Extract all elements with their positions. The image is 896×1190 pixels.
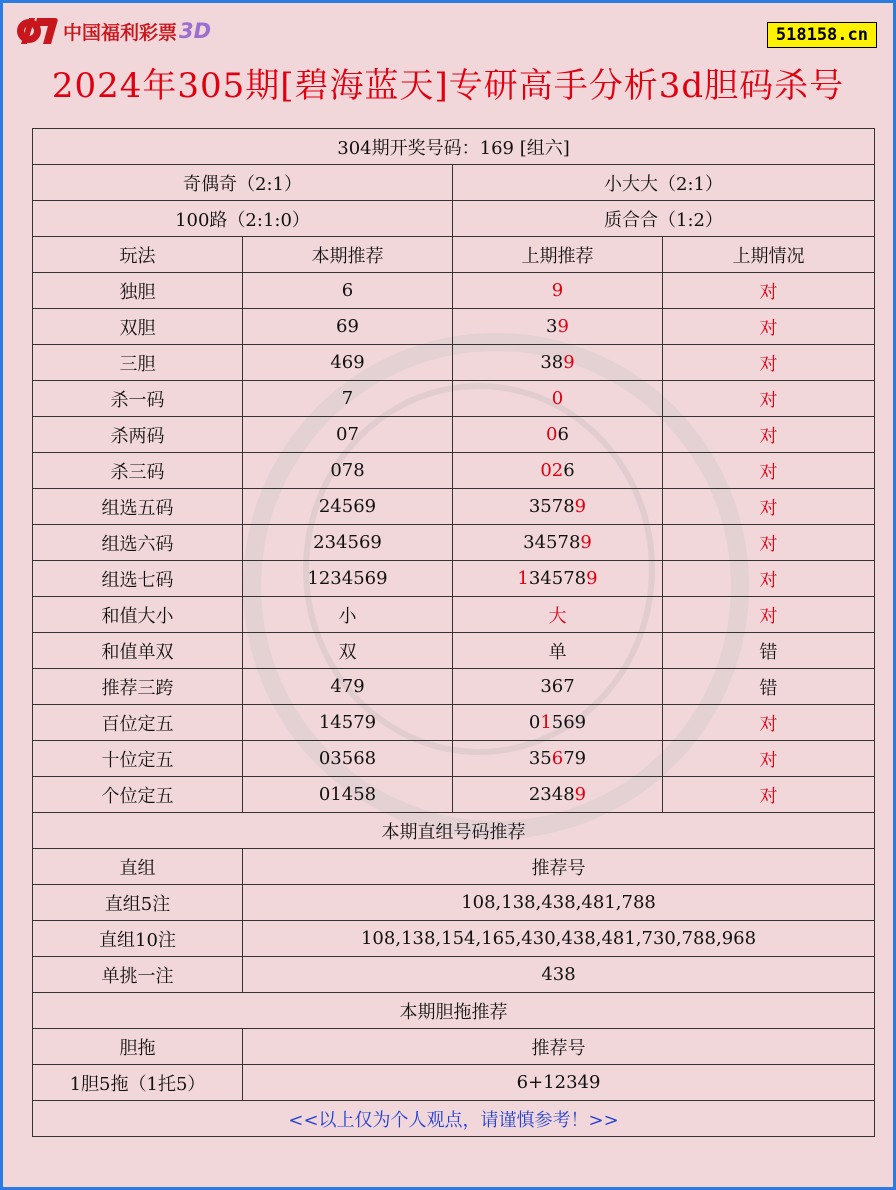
play-type: 三胆 [33,345,243,381]
recommendation-row [33,957,875,993]
current-recommendation: 03568 [243,741,453,777]
play-type: 组选六码 [33,525,243,561]
previous-recommendation [453,309,663,345]
previous-recommendation [453,741,663,777]
play-type: 杀三码 [33,453,243,489]
previous-recommendation [453,525,663,561]
site-badge[interactable]: 518158.cn [767,22,877,48]
column-header: 玩法 [33,237,243,273]
table-row [33,777,875,813]
recommendation-value: 108,138,438,481,788 [243,885,875,921]
recommendation-row [33,921,875,957]
recommendation-value: 108,138,154,165,430,438,481,730,788,968 [243,921,875,957]
current-recommendation: 07 [243,417,453,453]
previous-result: 对 [663,345,875,381]
previous-result: 错 [663,669,875,705]
draw-result: 304期开奖号码：169 [组六] [33,129,875,165]
previous-digits: 02 [540,460,564,481]
table-row [33,345,875,381]
play-type: 百位定五 [33,705,243,741]
previous-recommendation [453,669,663,705]
table-header-row [33,237,875,273]
recommendation-label: 直组5注 [33,885,243,921]
table-row [33,489,875,525]
previous-result: 对 [663,309,875,345]
previous-digits: 9 [563,352,575,373]
table-row [33,705,875,741]
previous-digits: 79 [563,748,587,769]
table-row [33,525,875,561]
play-type: 和值大小 [33,597,243,633]
previous-digits: 3578 [528,496,575,517]
play-type: 双胆 [33,309,243,345]
previous-digits: 单 [548,641,567,663]
current-recommendation: 7 [243,381,453,417]
play-type: 推荐三跨 [33,669,243,705]
summary-row-1 [33,165,875,201]
previous-digits: 0 [528,712,541,733]
current-recommendation: 234569 [243,525,453,561]
brand-3d-label: 3D [179,19,212,43]
table-row [33,633,875,669]
previous-recommendation [453,705,663,741]
draw-row [33,129,875,165]
previous-digits: 大 [548,605,567,627]
previous-recommendation [453,633,663,669]
previous-recommendation [453,597,663,633]
previous-recommendation [453,417,663,453]
footer-row [33,1101,875,1137]
play-type: 个位定五 [33,777,243,813]
table-row [33,561,875,597]
section-title-row [33,813,875,849]
previous-recommendation [453,777,663,813]
play-type: 组选七码 [33,561,243,597]
previous-digits: 9 [557,316,569,337]
table-row [33,669,875,705]
previous-digits: 2348 [528,784,575,805]
play-type: 十位定五 [33,741,243,777]
previous-result: 对 [663,525,875,561]
previous-digits: 6 [563,460,575,481]
section-header-row [33,1029,875,1065]
current-recommendation: 14579 [243,705,453,741]
play-type: 组选五码 [33,489,243,525]
previous-digits: 3 [546,316,558,337]
previous-result: 对 [663,705,875,741]
previous-digits: 9 [574,784,587,805]
previous-result: 错 [663,633,875,669]
previous-digits: 38 [540,352,564,373]
previous-digits: 9 [586,568,598,589]
table-row [33,273,875,309]
previous-result: 对 [663,597,875,633]
current-recommendation: 01458 [243,777,453,813]
previous-digits: 35 [528,748,552,769]
previous-result: 对 [663,741,875,777]
prime-pattern: 质合合（1:2） [453,201,875,237]
previous-digits: 569 [551,712,587,733]
previous-digits: 34578 [528,568,587,589]
column-header: 本期推荐 [243,237,453,273]
recommendation-value: 438 [243,957,875,993]
previous-result: 对 [663,561,875,597]
column-header: 上期推荐 [453,237,663,273]
current-recommendation: 小 [243,597,453,633]
previous-result: 对 [663,489,875,525]
table-row [33,741,875,777]
previous-result: 对 [663,381,875,417]
previous-recommendation [453,381,663,417]
recommendation-row [33,1065,875,1101]
previous-digits: 367 [540,676,575,697]
section-title: 本期胆拖推荐 [33,993,875,1029]
current-recommendation: 双 [243,633,453,669]
play-type: 杀两码 [33,417,243,453]
brand-name: 中国福利彩票 [63,21,178,44]
column-header: 上期情况 [663,237,875,273]
current-recommendation: 6 [243,273,453,309]
odd-even-pattern: 奇偶奇（2:1） [33,165,453,201]
analysis-table-body [33,129,875,1137]
previous-digits: 9 [580,532,592,553]
table-row [33,453,875,489]
recommendation-label: 1胆5拖（1托5） [33,1065,243,1101]
lottery-brand [15,13,211,49]
previous-result: 对 [663,417,875,453]
recommendation-label: 单挑一注 [33,957,243,993]
previous-result: 对 [663,777,875,813]
previous-result: 对 [663,453,875,489]
previous-digits: 6 [551,748,564,769]
previous-result: 对 [663,273,875,309]
current-recommendation: 1234569 [243,561,453,597]
current-recommendation: 24569 [243,489,453,525]
play-type: 杀一码 [33,381,243,417]
section-title-row [33,993,875,1029]
table-row [33,597,875,633]
section-column-header: 推荐号 [243,849,875,885]
disclaimer: <<以上仅为个人观点，请谨慎参考！>> [33,1101,875,1137]
previous-digits: 34578 [523,532,581,553]
previous-recommendation [453,453,663,489]
recommendation-value: 6+12349 [243,1065,875,1101]
previous-digits: 9 [574,496,587,517]
previous-digits: 0 [546,424,558,445]
play-type: 独胆 [33,273,243,309]
previous-digits: 1 [540,712,552,733]
current-recommendation: 469 [243,345,453,381]
table-row [33,381,875,417]
size-pattern: 小大大（2:1） [453,165,875,201]
table-row [33,417,875,453]
section-column-header: 直组 [33,849,243,885]
previous-digits: 9 [551,280,564,301]
previous-recommendation [453,345,663,381]
section-title: 本期直组号码推荐 [33,813,875,849]
previous-recommendation [453,561,663,597]
table-row [33,309,875,345]
road-pattern: 100路（2:1:0） [33,201,453,237]
current-recommendation: 078 [243,453,453,489]
previous-recommendation [453,273,663,309]
welfare-lottery-logo-icon [15,14,59,48]
previous-recommendation [453,489,663,525]
play-type: 和值单双 [33,633,243,669]
page-title: 2024年305期[碧海蓝天]专研高手分析3d胆码杀号 [51,66,845,106]
previous-digits: 1 [517,568,529,589]
section-column-header: 胆拖 [33,1029,243,1065]
recommendation-row [33,885,875,921]
summary-row-2 [33,201,875,237]
recommendation-label: 直组10注 [33,921,243,957]
previous-digits: 0 [551,388,564,409]
section-header-row [33,849,875,885]
section-column-header: 推荐号 [243,1029,875,1065]
current-recommendation: 479 [243,669,453,705]
analysis-table [32,128,875,1137]
previous-digits: 6 [557,424,569,445]
current-recommendation: 69 [243,309,453,345]
